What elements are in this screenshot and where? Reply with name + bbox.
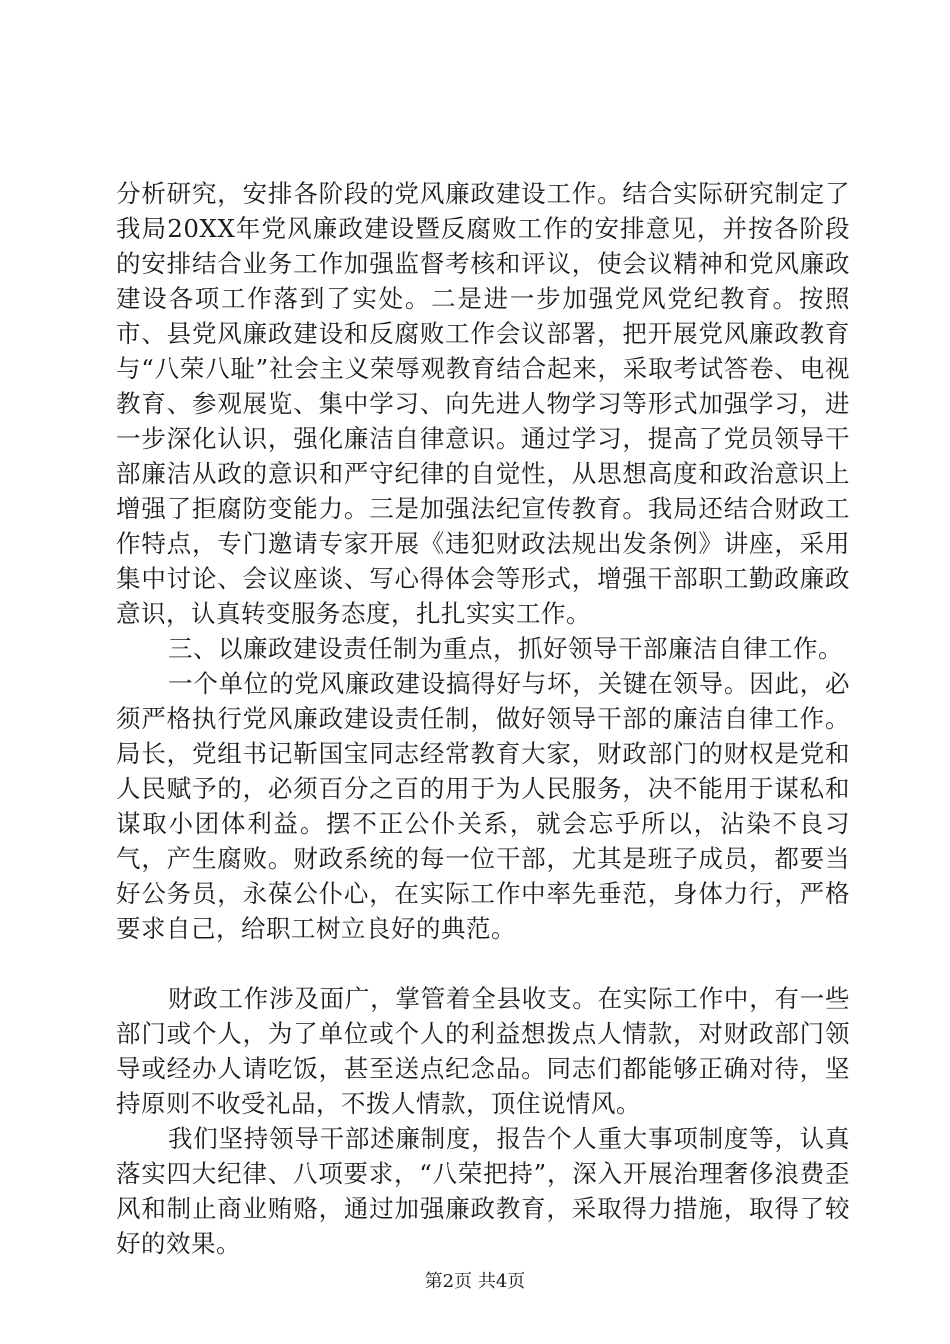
paragraph-gap <box>116 946 850 981</box>
paragraph-1: 分析研究，安排各阶段的党风廉政建设工作。结合实际研究制定了我局20XX年党风廉政建设暨反腐败工作的安排意见，并按各阶段的安排结合业务工作加强监督考核和评议，使会议精神和党风廉政建设各项工作落到了实处。二是进一步加强党风党纪教育。按照市、县党风廉政建设和反腐败工作会议部署，把开展党风廉政教育与“八荣八耻”社会主义荣辱观教育结合起来，采取考试答卷、电视教育、参观展览、集中学习、向先进人物学习等形式加强学习，进一步深化认识，强化廉洁自律意识。通过学习，提高了党员领导干部廉洁从政的意识和严守纪律的自觉性，从思想高度和政治意识上增强了拒腐防变能力。三是加强法纪宣传教育。我局还结合财政工作特点，专门邀请专家开展《违犯财政法规出发条例》讲座，采用集中讨论、会议座谈、写心得体会等形式，增强干部职工勤政廉政意识，认真转变服务态度，扎扎实实工作。 <box>116 179 850 628</box>
paragraph-4: 财政工作涉及面广，掌管着全县收支。在实际工作中，有一些部门或个人，为了单位或个人的利益想拨点人情款，对财政部门领导或经办人请吃饭，甚至送点纪念品。同志们都能够正确对待，坚持原则不收受礼品，不拨人情款，顶住说情风。 <box>116 984 850 1118</box>
document-body <box>116 176 850 1261</box>
paragraph-5: 我们坚持领导干部述廉制度，报告个人重大事项制度等，认真落实四大纪律、八项要求，“八荣把持”，深入开展治理奢侈浪费歪风和制止商业贿赂，通过加强廉政教育，采取得力措施，取得了较好的效果。 <box>116 1124 850 1258</box>
paragraph-3: 一个单位的党风廉政建设搞得好与坏，关键在领导。因此，必须严格执行党风廉政建设责任制，做好领导干部的廉洁自律工作。局长，党组书记靳国宝同志经常教育大家，财政部门的财权是党和人民赋予的，必须百分之百的用于为人民服务，决不能用于谋私和谋取小团体利益。摆不正公仆关系，就会忘乎所以，沾染不良习气，产生腐败。财政系统的每一位干部，尤其是班子成员，都要当好公务员，永葆公仆心，在实际工作中率先垂范，身体力行，严格要求自己，给职工树立良好的典范。 <box>116 669 850 943</box>
page-number-footer: 第2页 共4页 <box>424 1271 526 1292</box>
paragraph-2-section-heading: 三、以廉政建设责任制为重点，抓好领导干部廉洁自律工作。 <box>168 634 843 663</box>
